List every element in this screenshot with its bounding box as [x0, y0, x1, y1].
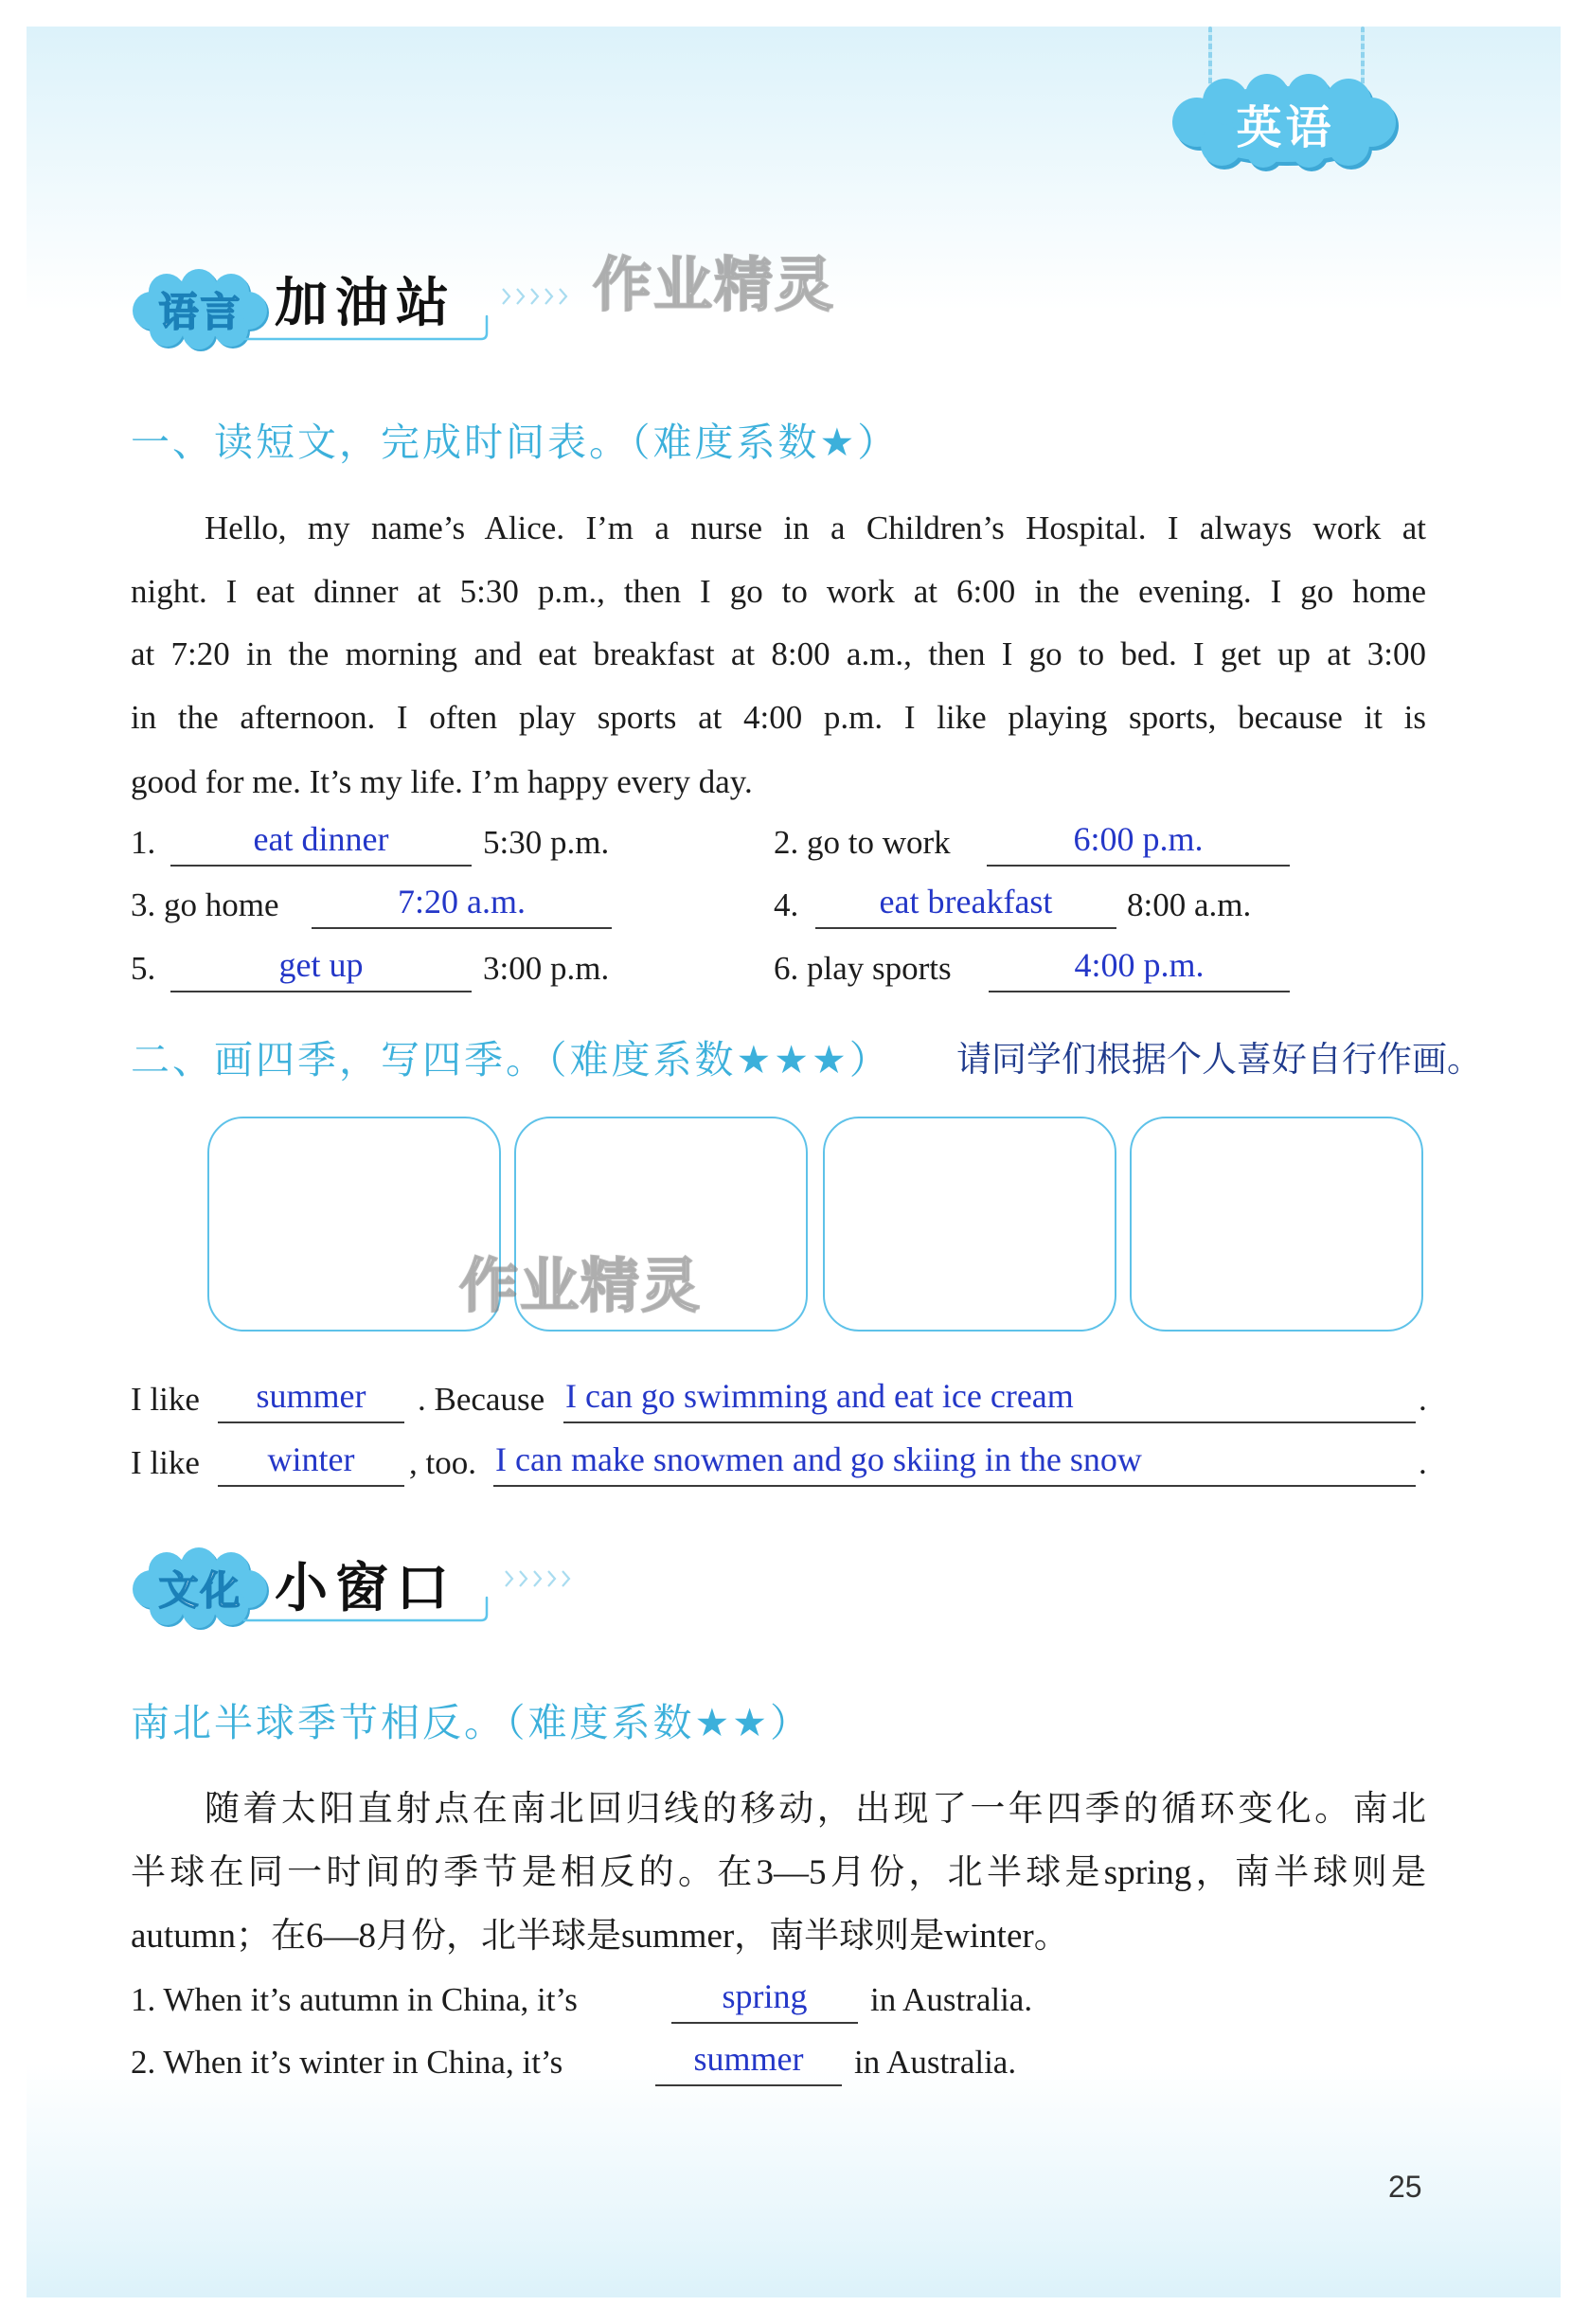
chevrons-icon — [501, 286, 577, 307]
answer-text: summer — [693, 2040, 804, 2078]
watermark: 作业精灵 — [593, 250, 836, 319]
answer-text: 6:00 p.m. — [1073, 820, 1204, 858]
sentence-lead: I like — [131, 1381, 200, 1418]
watermark: 作业精灵 — [459, 1251, 703, 1320]
answer-blank[interactable] — [655, 2039, 842, 2086]
answer-blank[interactable] — [218, 1376, 404, 1423]
question-ending: in Australia. — [854, 2044, 1017, 2081]
item-label: 5. — [131, 950, 156, 987]
exercise2-instruction: 请同学们根据个人喜好自行作画。 — [956, 1039, 1482, 1080]
sentence-link: . Because — [418, 1381, 545, 1418]
answer-text: I can go swimming and eat ice cream — [565, 1377, 1074, 1415]
section-title: 加油站 — [275, 273, 456, 334]
answer-blank[interactable] — [312, 882, 612, 929]
exercise1-heading: 一、读短文，完成时间表。（难度系数★） — [131, 420, 900, 465]
item-time: 3:00 p.m. — [483, 950, 610, 987]
passage-line: good for me. It’s my life. I’m happy every day. — [131, 763, 753, 800]
passage-line: at 7:20 in the morning and eat breakfast at 8:00 a.m., then I go to bed. I get up at 3:00 — [131, 635, 1426, 672]
sentence-lead: I like — [131, 1444, 200, 1481]
page-number: 25 — [1388, 2170, 1422, 2204]
question-prompt: 1. When it’s autumn in China, it’s — [131, 1981, 578, 2018]
answer-blank[interactable] — [563, 1376, 1416, 1423]
passage-line: autumn；在6—8月份，北半球是summer，南半球则是winter。 — [131, 1917, 1069, 1956]
answer-text: I can make snowmen and go skiing in the snow — [495, 1440, 1142, 1478]
title-underline — [237, 311, 494, 343]
passage-line: in the afternoon. I often play sports at 4:00 p.m. I like playing sports, because it is — [131, 699, 1426, 736]
season-drawing-box-1[interactable] — [207, 1117, 501, 1332]
item-label: 2. go to work — [774, 824, 951, 861]
item-label: 4. — [774, 886, 799, 923]
answer-text: get up — [278, 946, 364, 984]
answer-blank[interactable] — [170, 945, 472, 992]
exercise3-heading: 南北半球季节相反。（难度系数★★） — [131, 1700, 812, 1745]
answer-blank[interactable] — [987, 819, 1290, 867]
section-title: 小窗口 — [275, 1558, 456, 1619]
title-underline — [237, 1592, 494, 1624]
answer-text: winter — [267, 1440, 355, 1478]
section-badge-label: 语言 — [158, 289, 242, 335]
passage-line: 随着太阳直射点在南北回归线的移动，出现了一年四季的循环变化。南北 — [205, 1790, 1426, 1829]
item-label: 3. go home — [131, 886, 279, 923]
season-drawing-box-4[interactable] — [1130, 1117, 1423, 1332]
section-badge-label: 文化 — [158, 1567, 242, 1614]
item-label: 1. — [131, 824, 156, 861]
sentence-link: , too. — [409, 1444, 476, 1481]
chevrons-icon — [504, 1568, 580, 1589]
answer-text: eat dinner — [253, 820, 389, 858]
answer-blank[interactable] — [170, 819, 472, 867]
answer-text: eat breakfast — [879, 883, 1053, 921]
sentence-end: . — [1419, 1444, 1427, 1481]
answer-blank[interactable] — [493, 1439, 1416, 1487]
answer-blank[interactable] — [815, 882, 1116, 929]
item-time: 8:00 a.m. — [1127, 886, 1252, 923]
exercise2-heading: 二、画四季，写四季。（难度系数★★★） — [131, 1037, 891, 1082]
subject-badge — [1169, 71, 1402, 175]
question-prompt: 2. When it’s winter in China, it’s — [131, 2044, 563, 2081]
answer-blank[interactable] — [671, 1976, 858, 2024]
answer-text: spring — [722, 1977, 808, 2015]
subject-label: 英语 — [1236, 100, 1335, 154]
answer-text: 7:20 a.m. — [398, 883, 526, 921]
answer-blank[interactable] — [218, 1439, 404, 1487]
passage-line: 半球在同一时间的季节是相反的。在3—5月份，北半球是spring，南半球则是 — [131, 1853, 1426, 1892]
passage-line: night. I eat dinner at 5:30 p.m., then I go to work at 6:00 in the evening. I go home — [131, 573, 1426, 610]
answer-text: summer — [256, 1377, 366, 1415]
passage-line: Hello, my name’s Alice. I’m a nurse in a Children’s Hospital. I always work at — [205, 509, 1426, 546]
item-time: 5:30 p.m. — [483, 824, 610, 861]
question-ending: in Australia. — [870, 1981, 1033, 2018]
season-drawing-box-3[interactable] — [823, 1117, 1116, 1332]
answer-text: 4:00 p.m. — [1074, 946, 1205, 984]
sentence-end: . — [1419, 1381, 1427, 1418]
item-label: 6. play sports — [774, 950, 952, 987]
answer-blank[interactable] — [989, 945, 1290, 992]
